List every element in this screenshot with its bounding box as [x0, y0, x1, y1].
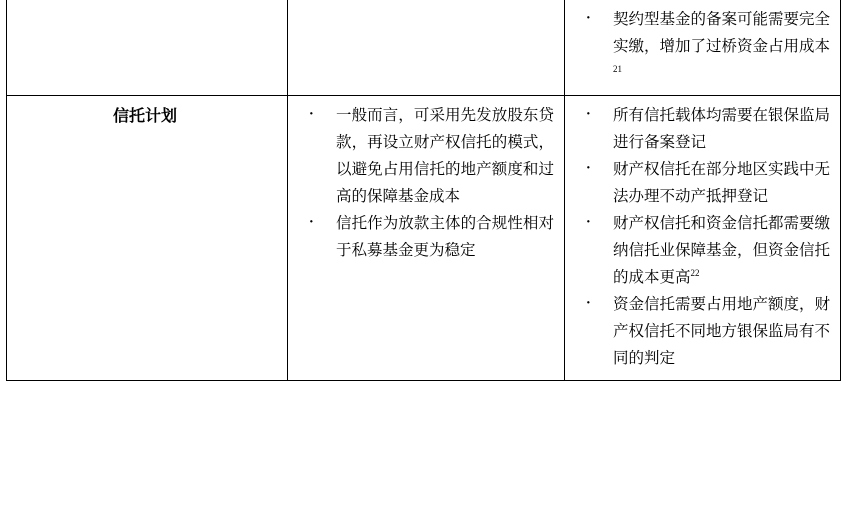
list-item — [571, 6, 830, 87]
table-row — [7, 0, 841, 96]
list-item — [294, 210, 554, 264]
list-item-text: 所有信托载体均需要在银保监局进行备案登记 — [613, 107, 831, 151]
row-advantages-cell — [288, 96, 565, 381]
row-label: 信托计划 — [112, 108, 177, 125]
list-item — [571, 156, 830, 210]
list-item-text: 财产权信托和资金信托都需要缴纳信托业保障基金，但资金信托的成本更高 — [613, 215, 831, 286]
table-row — [7, 96, 841, 381]
list-item — [571, 291, 830, 372]
row-label — [7, 0, 287, 14]
list-item-text: 财产权信托在部分地区实践中无法办理不动产抵押登记 — [613, 161, 831, 205]
advantages-empty — [288, 0, 564, 14]
limitations-list — [571, 6, 830, 87]
list-item-text: 信托作为放款主体的合规性相对于私募基金更为稳定 — [336, 215, 554, 259]
footnote-marker: 21 — [613, 63, 622, 74]
list-item-text: 资金信托需要占用地产额度，财产权信托不同地方银保监局有不同的判定 — [613, 296, 831, 367]
row-limitations-cell — [565, 96, 841, 381]
list-item — [571, 210, 830, 291]
advantages-list — [294, 102, 554, 264]
row-limitations-cell — [565, 0, 841, 96]
comparison-table — [6, 0, 841, 381]
footnote-marker: 22 — [690, 267, 700, 278]
limitations-list — [571, 102, 830, 372]
list-item-text: 一般而言，可采用先发放股东贷款，再设立财产权信托的模式，以避免占用信托的地产额度和过高的保障基金成本 — [336, 107, 554, 205]
row-label-cell — [7, 96, 288, 381]
row-label-cell — [7, 0, 288, 96]
list-item — [571, 102, 830, 156]
list-item — [294, 102, 554, 210]
list-item-text: 契约型基金的备案可能需要完全实缴，增加了过桥资金占用成本 — [613, 11, 831, 55]
row-advantages-cell — [288, 0, 565, 96]
